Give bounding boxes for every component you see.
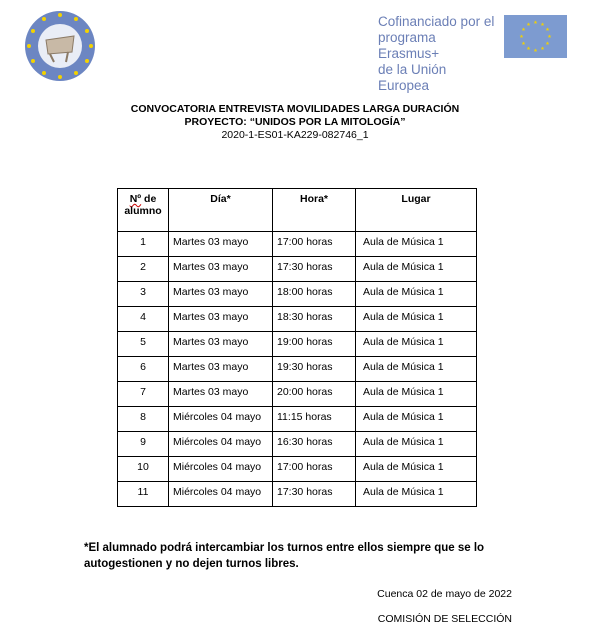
cell-time: 19:30 horas: [273, 357, 356, 382]
table-row: [118, 282, 477, 307]
table-row: [118, 307, 477, 332]
document-heading: [0, 103, 590, 142]
cell-time: 18:30 horas: [273, 307, 356, 332]
cell-day: Martes 03 mayo: [169, 232, 273, 257]
svg-text:★: ★: [545, 41, 550, 47]
cell-number: 1: [118, 232, 169, 257]
cell-number: 5: [118, 332, 169, 357]
cell-number: 2: [118, 257, 169, 282]
cell-place: Aula de Música 1: [356, 307, 477, 332]
cell-day: Martes 03 mayo: [169, 307, 273, 332]
cell-time: 17:00 horas: [273, 457, 356, 482]
cell-day: Martes 03 mayo: [169, 382, 273, 407]
table-row: [118, 482, 477, 507]
swap-note: *El alumnado podrá intercambiar los turnos entre ellos siempre que se lo autogestionen y no dejen turnos libres.: [84, 542, 485, 570]
cell-place: Aula de Música 1: [356, 432, 477, 457]
svg-text:★: ★: [547, 34, 552, 40]
cell-number: 9: [118, 432, 169, 457]
cell-time: 18:00 horas: [273, 282, 356, 307]
cell-day: Martes 03 mayo: [169, 257, 273, 282]
table-row: [118, 432, 477, 457]
table-row: [118, 257, 477, 282]
header-num-a: Nº: [129, 193, 142, 205]
table-row: [118, 457, 477, 482]
svg-text:★: ★: [519, 34, 524, 40]
svg-text:★: ★: [521, 41, 526, 47]
table-row: [118, 232, 477, 257]
table-row: [118, 382, 477, 407]
table-row: [118, 407, 477, 432]
table-row: [118, 332, 477, 357]
header-num-b: de alumno: [124, 193, 162, 217]
cell-day: Martes 03 mayo: [169, 357, 273, 382]
eu-flag-icon: [504, 15, 567, 58]
cell-place: Aula de Música 1: [356, 457, 477, 482]
cell-day: Miércoles 04 mayo: [169, 457, 273, 482]
cell-place: Aula de Música 1: [356, 282, 477, 307]
cell-place: Aula de Música 1: [356, 257, 477, 282]
cell-place: Aula de Música 1: [356, 357, 477, 382]
header-place: Lugar: [356, 189, 477, 232]
table-row: [118, 357, 477, 382]
header-time: Hora*: [273, 189, 356, 232]
cell-time: 11:15 horas: [273, 407, 356, 432]
cell-number: 3: [118, 282, 169, 307]
svg-text:★: ★: [533, 48, 538, 54]
cell-number: 7: [118, 382, 169, 407]
cell-place: Aula de Música 1: [356, 382, 477, 407]
svg-text:★: ★: [526, 46, 531, 52]
cell-number: 11: [118, 482, 169, 507]
cell-day: Martes 03 mayo: [169, 332, 273, 357]
cell-place: Aula de Música 1: [356, 407, 477, 432]
header-day: Día*: [169, 189, 273, 232]
svg-text:★: ★: [545, 27, 550, 33]
cell-place: Aula de Música 1: [356, 332, 477, 357]
school-seal-logo: [24, 10, 96, 82]
table-header-row: [118, 189, 477, 232]
cell-time: 20:00 horas: [273, 382, 356, 407]
cell-time: 19:00 horas: [273, 332, 356, 357]
cell-time: 17:00 horas: [273, 232, 356, 257]
heading-project-code: 2020-1-ES01-KA229-082746_1: [221, 129, 369, 141]
cell-number: 6: [118, 357, 169, 382]
signature: COMISIÓN DE SELECCIÓN: [377, 613, 512, 625]
schedule-table: [117, 188, 477, 507]
cell-time: 17:30 horas: [273, 482, 356, 507]
cell-time: 16:30 horas: [273, 432, 356, 457]
cell-day: Miércoles 04 mayo: [169, 482, 273, 507]
cell-place: Aula de Música 1: [356, 232, 477, 257]
cell-day: Miércoles 04 mayo: [169, 407, 273, 432]
cofinanced-line-1: Cofinanciado por el: [378, 14, 495, 29]
cofinanced-line-3: de la Unión Europea: [378, 62, 447, 93]
header-student-number: [118, 189, 169, 232]
cell-day: Martes 03 mayo: [169, 282, 273, 307]
svg-text:★: ★: [526, 22, 531, 28]
cell-number: 8: [118, 407, 169, 432]
heading-title: CONVOCATORIA ENTREVISTA MOVILIDADES LARGA DURACIÓN: [130, 103, 460, 115]
cell-place: Aula de Música 1: [356, 482, 477, 507]
cell-time: 17:30 horas: [273, 257, 356, 282]
cell-day: Miércoles 04 mayo: [169, 432, 273, 457]
cofinanced-line-2: programa Erasmus+: [378, 30, 440, 61]
svg-text:★: ★: [521, 27, 526, 33]
place-date: Cuenca 02 de mayo de 2022: [377, 588, 512, 600]
cofinanced-text: [378, 14, 498, 94]
heading-project: PROYECTO: “UNIDOS POR LA MITOLOGÍA”: [184, 116, 406, 128]
svg-text:★: ★: [540, 22, 545, 28]
svg-text:★: ★: [533, 20, 538, 26]
cell-number: 10: [118, 457, 169, 482]
svg-text:★: ★: [540, 46, 545, 52]
cell-number: 4: [118, 307, 169, 332]
